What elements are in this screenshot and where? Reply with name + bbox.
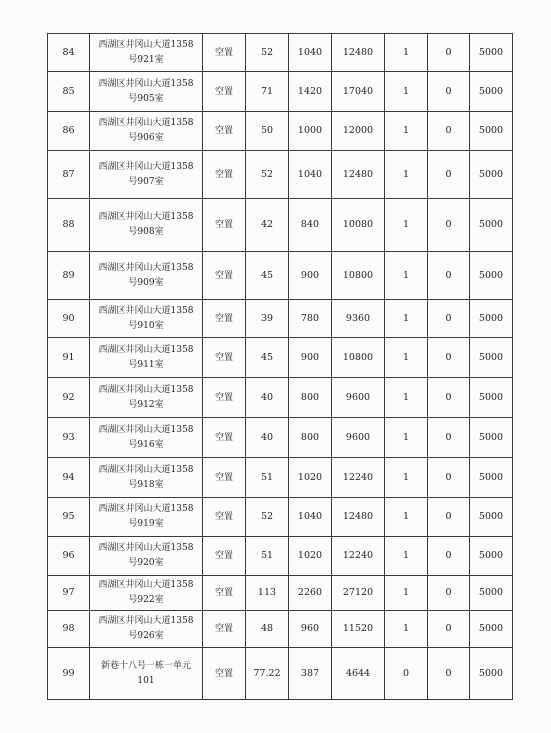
- status-cell: 空置: [203, 252, 246, 300]
- value-cell-v2: 9600: [332, 378, 385, 418]
- address-line-2: 号906室: [128, 133, 164, 143]
- row-number-cell: 86: [48, 112, 90, 151]
- address-line-1: 西湖区井冈山大道1358: [98, 464, 194, 475]
- value-cell-v2: 12480: [332, 498, 385, 537]
- status-cell: 空置: [203, 378, 246, 418]
- value-cell-v1: 1420: [289, 72, 332, 112]
- address-cell: [90, 378, 203, 418]
- value-cell-v4: 0: [428, 498, 470, 537]
- value-cell-v5: 5000: [470, 648, 513, 700]
- value-cell-v1: 1020: [289, 458, 332, 498]
- status-cell: 空置: [203, 498, 246, 537]
- row-number-cell: 84: [48, 34, 90, 72]
- address-line-2: 号909室: [128, 277, 164, 288]
- value-cell-v4: 0: [428, 611, 470, 648]
- value-cell-area: 71: [246, 72, 289, 112]
- value-cell-v2: 12480: [332, 151, 385, 199]
- value-cell-v5: 5000: [470, 537, 513, 576]
- value-cell-v4: 0: [428, 151, 470, 199]
- row-number-cell: 96: [48, 537, 90, 576]
- value-cell-area: 48: [246, 611, 289, 648]
- address-line-2: 号919室: [128, 519, 164, 529]
- value-cell-v5: 5000: [470, 300, 513, 338]
- row-number-cell: 88: [48, 199, 90, 252]
- status-cell: 空置: [203, 72, 246, 112]
- value-cell-v2: 10080: [332, 199, 385, 252]
- value-cell-v2: 12240: [332, 458, 385, 498]
- value-cell-area: 45: [246, 338, 289, 378]
- address-line-2: 号911室: [128, 359, 164, 370]
- value-cell-v4: 0: [428, 338, 470, 378]
- value-cell-v4: 0: [428, 418, 470, 458]
- status-cell: 空置: [203, 338, 246, 378]
- address-cell: [90, 611, 203, 648]
- address-line-1: 西湖区井冈山大道1358: [98, 344, 194, 355]
- table-row: [48, 498, 513, 537]
- value-cell-v2: 12000: [332, 112, 385, 151]
- row-number-cell: 89: [48, 252, 90, 300]
- value-cell-v4: 0: [428, 72, 470, 112]
- table-row: [48, 300, 513, 338]
- address-cell: [90, 418, 203, 458]
- value-cell-v1: 387: [289, 648, 332, 700]
- address-cell: [90, 34, 203, 72]
- address-line-2: 号905室: [128, 93, 164, 104]
- value-cell-v3: 1: [385, 300, 428, 338]
- table-row: [48, 338, 513, 378]
- row-number-cell: 94: [48, 458, 90, 498]
- value-cell-v4: 0: [428, 112, 470, 151]
- value-cell-v3: 1: [385, 112, 428, 151]
- status-cell: 空置: [203, 537, 246, 576]
- address-cell: [90, 112, 203, 151]
- address-line-1: 西湖区井冈山大道1358: [98, 262, 194, 273]
- address-line-1: 西湖区井冈山大道1358: [98, 580, 194, 590]
- address-line-2: 101: [137, 675, 155, 686]
- value-cell-area: 40: [246, 378, 289, 418]
- row-number-cell: 93: [48, 418, 90, 458]
- value-cell-v4: 0: [428, 34, 470, 72]
- value-cell-v5: 5000: [470, 378, 513, 418]
- status-cell: 空置: [203, 151, 246, 199]
- row-number-cell: 90: [48, 300, 90, 338]
- value-cell-area: 39: [246, 300, 289, 338]
- value-cell-v1: 1040: [289, 498, 332, 537]
- table-row: [48, 252, 513, 300]
- value-cell-v2: 12480: [332, 34, 385, 72]
- value-cell-v5: 5000: [470, 151, 513, 199]
- value-cell-area: 77.22: [246, 648, 289, 700]
- value-cell-v2: 4644: [332, 648, 385, 700]
- row-number-cell: 99: [48, 648, 90, 700]
- value-cell-v1: 960: [289, 611, 332, 648]
- table-row: [48, 418, 513, 458]
- value-cell-area: 45: [246, 252, 289, 300]
- value-cell-area: 52: [246, 498, 289, 537]
- address-line-1: 西湖区井冈山大道1358: [98, 504, 194, 514]
- value-cell-area: 113: [246, 576, 289, 611]
- address-cell: [90, 458, 203, 498]
- table-row: [48, 199, 513, 252]
- value-cell-area: 42: [246, 199, 289, 252]
- table-row: [48, 576, 513, 611]
- value-cell-v1: 780: [289, 300, 332, 338]
- address-cell: [90, 252, 203, 300]
- value-cell-v3: 1: [385, 72, 428, 112]
- table-row: [48, 34, 513, 72]
- value-cell-v3: 1: [385, 338, 428, 378]
- address-line-2: 号912室: [128, 399, 164, 410]
- value-cell-area: 51: [246, 537, 289, 576]
- table-row: [48, 537, 513, 576]
- status-cell: 空置: [203, 112, 246, 151]
- row-number-cell: 91: [48, 338, 90, 378]
- value-cell-area: 51: [246, 458, 289, 498]
- table-row: [48, 648, 513, 700]
- value-cell-v5: 5000: [470, 611, 513, 648]
- address-cell: [90, 199, 203, 252]
- row-number-cell: 87: [48, 151, 90, 199]
- address-line-1: 西湖区井冈山大道1358: [98, 305, 194, 316]
- row-number-cell: 85: [48, 72, 90, 112]
- value-cell-v3: 1: [385, 458, 428, 498]
- address-line-2: 号926室: [128, 631, 164, 641]
- address-cell: [90, 537, 203, 576]
- value-cell-v4: 0: [428, 458, 470, 498]
- value-cell-v2: 27120: [332, 576, 385, 611]
- value-cell-v3: 1: [385, 199, 428, 252]
- value-cell-v1: 1000: [289, 112, 332, 151]
- row-number-cell: 95: [48, 498, 90, 537]
- address-cell: [90, 72, 203, 112]
- status-cell: 空置: [203, 611, 246, 648]
- address-line-2: 号918室: [128, 479, 164, 490]
- value-cell-v3: 1: [385, 252, 428, 300]
- address-cell: [90, 300, 203, 338]
- status-cell: 空置: [203, 648, 246, 700]
- status-cell: 空置: [203, 418, 246, 458]
- address-line-1: 西湖区井冈山大道1358: [98, 161, 194, 172]
- value-cell-v1: 800: [289, 378, 332, 418]
- address-line-2: 号920室: [128, 558, 164, 568]
- value-cell-v4: 0: [428, 300, 470, 338]
- address-line-1: 西湖区井冈山大道1358: [98, 78, 194, 89]
- value-cell-v3: 1: [385, 378, 428, 418]
- row-number-cell: 98: [48, 611, 90, 648]
- address-line-1: 西湖区井冈山大道1358: [98, 118, 194, 128]
- value-cell-v4: 0: [428, 648, 470, 700]
- value-cell-v4: 0: [428, 537, 470, 576]
- value-cell-v3: 1: [385, 34, 428, 72]
- table-row: [48, 112, 513, 151]
- value-cell-v5: 5000: [470, 498, 513, 537]
- address-line-2: 号907室: [128, 176, 164, 187]
- value-cell-area: 52: [246, 151, 289, 199]
- table-row: [48, 151, 513, 199]
- value-cell-v2: 9360: [332, 300, 385, 338]
- address-cell: [90, 498, 203, 537]
- value-cell-v5: 5000: [470, 338, 513, 378]
- value-cell-v3: 0: [385, 648, 428, 700]
- address-cell: [90, 648, 203, 700]
- value-cell-v1: 2260: [289, 576, 332, 611]
- value-cell-v5: 5000: [470, 458, 513, 498]
- value-cell-v3: 1: [385, 498, 428, 537]
- value-cell-v2: 12240: [332, 537, 385, 576]
- value-cell-v3: 1: [385, 151, 428, 199]
- value-cell-v2: 9600: [332, 418, 385, 458]
- value-cell-v5: 5000: [470, 252, 513, 300]
- value-cell-v2: 11520: [332, 611, 385, 648]
- value-cell-v1: 1020: [289, 537, 332, 576]
- value-cell-v1: 900: [289, 338, 332, 378]
- value-cell-v3: 1: [385, 611, 428, 648]
- address-line-1: 西湖区井冈山大道1358: [98, 616, 194, 626]
- table-row: [48, 378, 513, 418]
- value-cell-v5: 5000: [470, 112, 513, 151]
- value-cell-v3: 1: [385, 576, 428, 611]
- address-line-1: 新巷十八号一栋一单元: [100, 660, 191, 671]
- value-cell-area: 52: [246, 34, 289, 72]
- value-cell-v5: 5000: [470, 72, 513, 112]
- table-row: [48, 72, 513, 112]
- address-cell: [90, 576, 203, 611]
- value-cell-v4: 0: [428, 199, 470, 252]
- address-line-2: 号910室: [128, 320, 164, 331]
- value-cell-v5: 5000: [470, 34, 513, 72]
- status-cell: 空置: [203, 300, 246, 338]
- address-line-1: 西湖区井冈山大道1358: [98, 424, 194, 435]
- value-cell-v5: 5000: [470, 418, 513, 458]
- address-line-1: 西湖区井冈山大道1358: [98, 212, 194, 222]
- status-cell: 空置: [203, 34, 246, 72]
- value-cell-v1: 900: [289, 252, 332, 300]
- value-cell-v1: 840: [289, 199, 332, 252]
- row-number-cell: 97: [48, 576, 90, 611]
- value-cell-area: 40: [246, 418, 289, 458]
- address-line-2: 号921室: [128, 54, 164, 65]
- table-row: [48, 611, 513, 648]
- address-line-2: 号908室: [128, 227, 164, 237]
- value-cell-area: 50: [246, 112, 289, 151]
- address-cell: [90, 338, 203, 378]
- address-line-2: 号916室: [128, 439, 164, 450]
- address-cell: [90, 151, 203, 199]
- value-cell-v4: 0: [428, 378, 470, 418]
- value-cell-v4: 0: [428, 252, 470, 300]
- address-line-2: 号922室: [128, 595, 164, 605]
- table-body: [48, 34, 513, 700]
- value-cell-v5: 5000: [470, 199, 513, 252]
- value-cell-v5: 5000: [470, 576, 513, 611]
- status-cell: 空置: [203, 576, 246, 611]
- value-cell-v3: 1: [385, 418, 428, 458]
- status-cell: 空置: [203, 199, 246, 252]
- value-cell-v3: 1: [385, 537, 428, 576]
- value-cell-v2: 10800: [332, 338, 385, 378]
- table-row: [48, 458, 513, 498]
- address-line-1: 西湖区井冈山大道1358: [98, 543, 194, 553]
- value-cell-v2: 17040: [332, 72, 385, 112]
- value-cell-v1: 800: [289, 418, 332, 458]
- property-table: [47, 33, 513, 700]
- value-cell-v2: 10800: [332, 252, 385, 300]
- value-cell-v1: 1040: [289, 151, 332, 199]
- value-cell-v1: 1040: [289, 34, 332, 72]
- status-cell: 空置: [203, 458, 246, 498]
- address-line-1: 西湖区井冈山大道1358: [98, 39, 194, 50]
- value-cell-v4: 0: [428, 576, 470, 611]
- row-number-cell: 92: [48, 378, 90, 418]
- address-line-1: 西湖区井冈山大道1358: [98, 384, 194, 395]
